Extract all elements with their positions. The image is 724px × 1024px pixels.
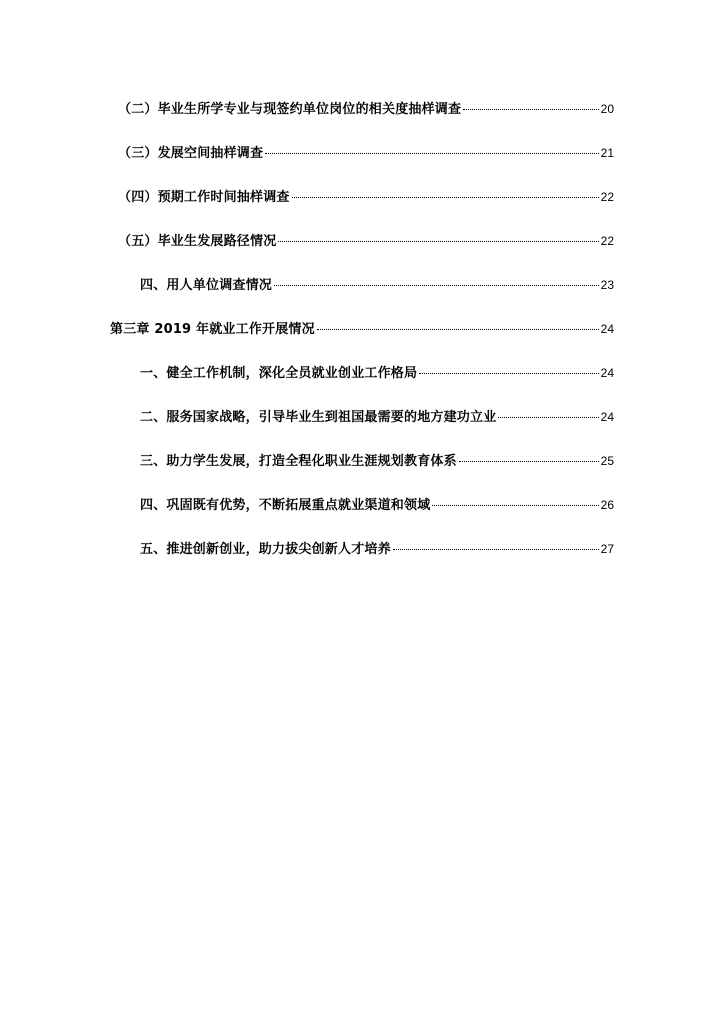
toc-entry[interactable] (140, 274, 614, 296)
toc-entry-title: （二）毕业生所学专业与现签约单位岗位的相关度抽样调查 (118, 102, 462, 117)
toc-entry-page: 22 (600, 234, 614, 248)
toc-entry[interactable] (118, 186, 614, 208)
toc-entry-page: 20 (600, 102, 614, 116)
toc-entry-title: （三）发展空间抽样调查 (118, 146, 264, 161)
toc-entry[interactable] (140, 362, 614, 384)
toc-leader-dots (459, 461, 599, 462)
toc-entry-page: 21 (600, 146, 614, 160)
toc-leader-dots (292, 197, 599, 198)
toc-entry-title: 一、健全工作机制，深化全员就业创业工作格局 (140, 366, 418, 381)
toc-leader-dots (498, 417, 598, 418)
toc-entry-page: 24 (600, 410, 614, 424)
toc-leader-dots (317, 329, 599, 330)
toc-entry-chapter[interactable] (110, 318, 614, 340)
toc-entry-page: 24 (600, 322, 614, 336)
toc-entry-title: （五）毕业生发展路径情况 (118, 234, 277, 249)
toc-entry-title: 第三章 2019 年就业工作开展情况 (110, 322, 315, 337)
toc-entry-page: 22 (600, 190, 614, 204)
toc-leader-dots (278, 241, 598, 242)
toc-entry-title: 三、助力学生发展，打造全程化职业生涯规划教育体系 (140, 454, 457, 469)
toc-entry-title: 四、巩固既有优势，不断拓展重点就业渠道和领域 (140, 498, 431, 513)
toc-entry[interactable] (140, 538, 614, 560)
toc-leader-dots (393, 549, 599, 550)
toc-entry-title: 二、服务国家战略，引导毕业生到祖国最需要的地方建功立业 (140, 410, 497, 425)
toc-entry-title: 四、用人单位调查情况 (140, 278, 273, 293)
toc-entry-page: 25 (600, 454, 614, 468)
toc-entry[interactable] (140, 494, 614, 516)
toc-entry-page: 27 (600, 542, 614, 556)
toc-entry-page: 24 (600, 366, 614, 380)
toc-entry-title: 五、推进创新创业，助力拔尖创新人才培养 (140, 542, 391, 557)
toc-leader-dots (463, 109, 598, 110)
toc-entry-title: （四）预期工作时间抽样调查 (118, 190, 290, 205)
toc-entry[interactable] (140, 406, 614, 428)
toc-entry[interactable] (118, 98, 614, 120)
toc-entry-page: 26 (600, 498, 614, 512)
toc-leader-dots (265, 153, 598, 154)
toc-leader-dots (432, 505, 598, 506)
toc-entry[interactable] (118, 230, 614, 252)
toc-entry[interactable] (140, 450, 614, 472)
toc-leader-dots (419, 373, 598, 374)
toc-entry[interactable] (118, 142, 614, 164)
toc-entry-page: 23 (600, 278, 614, 292)
toc-leader-dots (274, 285, 599, 286)
